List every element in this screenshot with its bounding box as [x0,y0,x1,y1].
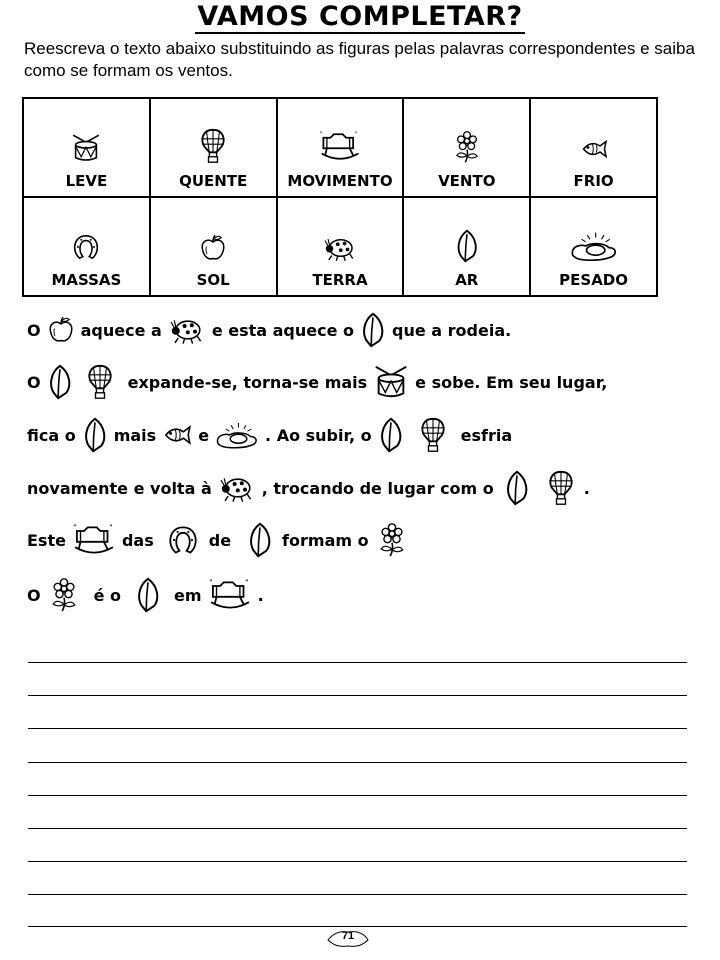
fish-icon [161,419,193,451]
flower-icon [46,575,82,615]
fish-icon [579,134,609,164]
text-fragment: e sobe. Em seu lugar, [415,372,608,392]
leaf-icon [134,577,162,613]
text-fragment: O [27,320,41,340]
hot-air-balloon-icon [195,128,231,164]
rocking-horse-icon [207,577,253,613]
writing-line[interactable] [28,728,687,729]
text-fragment: esfria [460,425,513,445]
rocking-horse-icon [318,129,362,164]
text-fragment: de [208,530,232,550]
legend-word: LEVE [65,172,108,190]
text-fragment: O [27,372,41,392]
ladybug-icon [167,314,207,346]
legend-cell-ar [403,197,530,296]
flower-icon [450,130,484,164]
text-fragment: . Ao subir, o [265,425,372,445]
leaf-icon [377,417,405,453]
hot-air-balloon-icon [543,468,579,508]
legend-word: VENTO [438,172,496,190]
text-fragment: formam o [282,530,369,550]
legend-word: TERRA [312,271,368,289]
leaf-icon [359,312,387,348]
legend-cell-massas [23,197,150,296]
text-fragment: . [583,478,590,498]
writing-line[interactable] [28,926,687,927]
ladybug-icon [321,233,359,263]
ladybug-icon [217,472,257,504]
legend-cell-frio [530,98,657,197]
writing-line[interactable] [28,894,687,895]
flower-icon [374,520,410,560]
text-fragment: e [198,425,210,445]
apple-icon [46,315,76,345]
legend-cell-vento [403,98,530,197]
instruction-text: Reescreva o texto abaixo substituindo as figuras pelas palavras correspondentes e saiba como se formam os ventos. [24,39,695,80]
drum-icon [372,363,410,401]
legend-word: FRIO [573,172,614,190]
text-fragment: aquece a [80,320,162,340]
legend-word: MOVIMENTO [287,172,393,190]
hot-air-balloon-icon [415,415,451,455]
horseshoe-icon [70,231,102,263]
text-line-1 [24,305,514,355]
leaf-icon [246,522,274,558]
leaf-icon [454,229,480,263]
writing-line[interactable] [28,762,687,763]
legend-word: PESADO [559,271,629,289]
fried-egg-icon [569,229,619,263]
text-fragment: . [257,585,264,605]
writing-line[interactable] [28,828,687,829]
legend-cell-movimento [277,98,404,197]
writing-line[interactable] [28,795,687,796]
legend-word: AR [455,271,479,289]
text-fragment: em [174,585,202,605]
text-fragment: mais [113,425,157,445]
text-line-6 [24,570,267,620]
text-fragment: e esta aquece o [211,320,355,340]
text-fragment: das [121,530,154,550]
fried-egg-icon [214,420,260,450]
writing-line[interactable] [28,695,687,696]
leaf-icon [81,417,109,453]
text-fragment: O [27,585,41,605]
text-line-3 [24,410,515,460]
legend-word: SOL [196,271,230,289]
writing-line[interactable] [28,662,687,663]
legend-cell-quente [150,98,277,197]
text-line-2 [24,357,610,407]
text-fragment: fica o [27,425,76,445]
rocking-horse-icon [71,522,117,558]
hot-air-balloon-icon [82,362,118,402]
text-fragment: expande-se, torna-se mais [127,372,368,392]
writing-line[interactable] [28,861,687,862]
text-line-5 [24,515,412,565]
text-line-4 [24,463,593,513]
legend-cell-pesado [530,197,657,296]
text-fragment: que a rodeia. [392,320,512,340]
apple-icon [198,233,228,263]
leaf-icon [46,364,74,400]
picture-legend-table [22,97,658,297]
drum-icon [70,132,102,164]
page-title: VAMOS COMPLETAR? [197,1,523,32]
leaf-icon [503,470,531,506]
legend-cell-leve [23,98,150,197]
legend-word: MASSAS [51,271,122,289]
text-fragment: é o [93,585,122,605]
text-fragment: novamente e volta à [27,478,212,498]
horseshoe-icon [165,522,201,558]
legend-cell-sol [150,197,277,296]
legend-cell-terra [277,197,404,296]
page-number: 71 [341,930,355,942]
text-fragment: Este [27,530,66,550]
legend-word: QUENTE [179,172,248,190]
text-fragment: , trocando de lugar com o [261,478,494,498]
